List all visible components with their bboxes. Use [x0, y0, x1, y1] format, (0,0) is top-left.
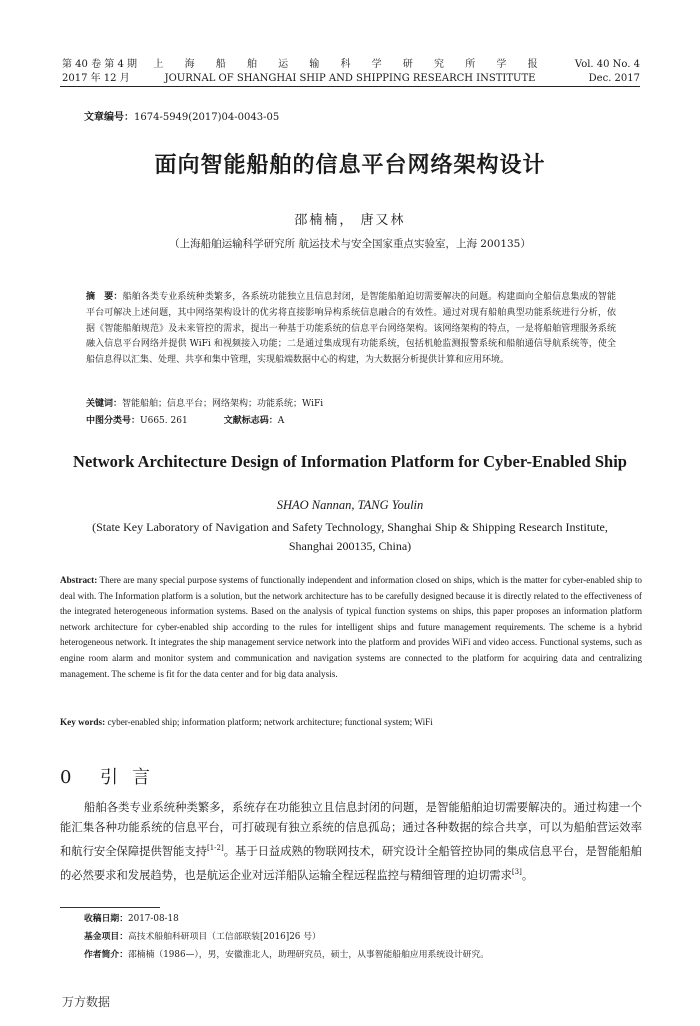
classification — [86, 414, 284, 429]
received-label: 收稿日期： — [84, 914, 128, 924]
title-cn: 面向智能船舶的信息平台网络架构设计 — [154, 153, 546, 178]
fund-label: 基金项目： — [84, 932, 128, 942]
header-right — [575, 58, 640, 86]
keywords-en-text: cyber-enabled ship; information platform; network architecture; functional system; WiFi — [107, 717, 433, 727]
journal-en: JOURNAL OF SHANGHAI SHIP AND SHIPPING RESEARCH INSTITUTE — [164, 73, 536, 84]
footnote-rule — [60, 907, 160, 908]
date-cn: 2017 年 12 月 — [62, 73, 130, 84]
keywords-cn — [86, 397, 616, 412]
article-number-value: 1674-5949(2017)04-0043-05 — [134, 112, 280, 123]
intro-paragraph — [60, 798, 642, 886]
footnote-fund — [84, 929, 321, 942]
header-rule — [60, 86, 640, 87]
citation-2: [3] — [511, 868, 522, 877]
author-bio-label: 作者简介： — [84, 950, 128, 960]
abstract-cn-text: 船舶各类专业系统种类繁多，各系统功能独立且信息封闭，是智能船舶迫切需要解决的问题。构建面向全船信息集成的智能平台可解决上述问题，其中网络架构设计的优劣将直接影响异构系统信息融合的有效性。通过对现有船舶典型功能系统进行分析，依据《智能船舶规范》及未来管控的需求，提出一种基于功能系统的信息平台网络架构。该网络架构的特点，一是将船舶管理服务系统融入信息平台网络并提供 WiFi 和视频接入功能；二是通过集成现有功能系统，包括机舱监测报警系统和船舶通信导航系统等，使全船信息得以汇集、处理、共享和集中管理，实现船端数据中心的构建，为大数据分析提供计算和应用环境。 — [86, 292, 616, 366]
footnote-received — [84, 911, 179, 924]
article-number-label: 文章编号： — [84, 112, 134, 123]
abstract-cn — [86, 290, 616, 369]
title-en: Network Architecture Design of Information Platform for Cyber-Enabled Ship — [73, 452, 627, 471]
abstract-en-text: There are many special purpose systems of functionally independent and information closed on ships, which is the matter for cyber-enabled ship to deal with. The Information platform is a solution, but the network architecture has to be carefully designed because it is directly related to the effectiveness of the integrated heterogeneous information systems. Based on the analysis of typical function systems on ships, this paper proposes an information platform network architecture for cyber-enabled ship according to the rules for intelligent ships and future management requirements. The scheme is a hybrid heterogeneous network. It integrates the ship management service network into the platform and provides WiFi and video access. Functional systems, such as engine room alarm and monitor system and communication and navigation systems are connected to the platform for acquiring data and centralizing management. The scheme is fit for the data center and for big data analysis. — [60, 575, 642, 679]
clc-value: U665. 261 — [140, 416, 188, 426]
citation-1: [1-2] — [206, 844, 224, 853]
watermark: 万方数据 — [62, 995, 111, 1009]
doc-code-label: 文献标志码： — [223, 416, 278, 426]
received-value: 2017-08-18 — [128, 914, 179, 924]
article-number — [84, 108, 279, 123]
keywords-en — [60, 715, 642, 731]
abstract-en-label: Abstract: — [60, 575, 98, 585]
affiliation-cn: （上海船舶运输科学研究所 航运技术与安全国家重点实验室，上海 200135） — [169, 238, 531, 250]
fund-value: 高技术船舶科研项目（工信部联装[2016]26 号） — [128, 932, 321, 942]
section-number: 0 — [60, 767, 72, 788]
volume-en: Vol. 40 No. 4 — [574, 59, 640, 70]
abstract-en — [60, 573, 642, 682]
journal-cn: 上 海 船 舶 运 输 科 学 研 究 所 学 报 — [153, 59, 547, 70]
clc-label: 中图分类号： — [86, 416, 141, 426]
footnote-author — [84, 947, 489, 960]
author-bio-value: 邵楠楠（1986—），男，安徽淮北人，助理研究员，硕士，从事智能船舶应用系统设计研究。 — [128, 950, 490, 960]
volume-cn: 第 40 卷 第 4 期 — [62, 59, 137, 70]
intro-text-1: 船舶各类专业系统种类繁多，系统存在功能独立且信息封闭的问题，是智能船舶迫切需要解决的。通过构建一个能汇集各种功能系统的信息平台，可打破现有独立系统的信息孤岛；通过各种数据的综合共享，可以为船舶营运效率和航行安全保障提供智能支持 — [60, 801, 642, 859]
keywords-en-label: Key words: — [60, 717, 106, 727]
authors-cn: 邵楠楠， 唐又林 — [294, 213, 406, 228]
date-en: Dec. 2017 — [588, 73, 640, 84]
intro-text-3: 。 — [521, 869, 534, 883]
affiliation-en: (State Key Laboratory of Navigation and Safety Technology, Shanghai Ship & Shipping Research Institute, Shanghai 200135, China) — [92, 520, 608, 553]
doc-code-value: A — [277, 416, 285, 426]
keywords-cn-label: 关键词： — [86, 399, 123, 409]
authors-en: SHAO Nannan, TANG Youlin — [276, 498, 424, 512]
section-title: 引言 — [100, 767, 164, 788]
keywords-cn-text: 智能船舶；信息平台；网络架构；功能系统；WiFi — [122, 399, 324, 409]
section-heading — [60, 763, 164, 789]
abstract-cn-label: 摘 要： — [86, 292, 123, 302]
intro-text-2: 。基于日益成熟的物联网技术，研究设计全船管控协同的集成信息平台，是智能船舶的必然要求和发展趋势，也是航运企业对远洋船队运输全程远程监控与精细管理的迫切需求 — [60, 845, 642, 883]
